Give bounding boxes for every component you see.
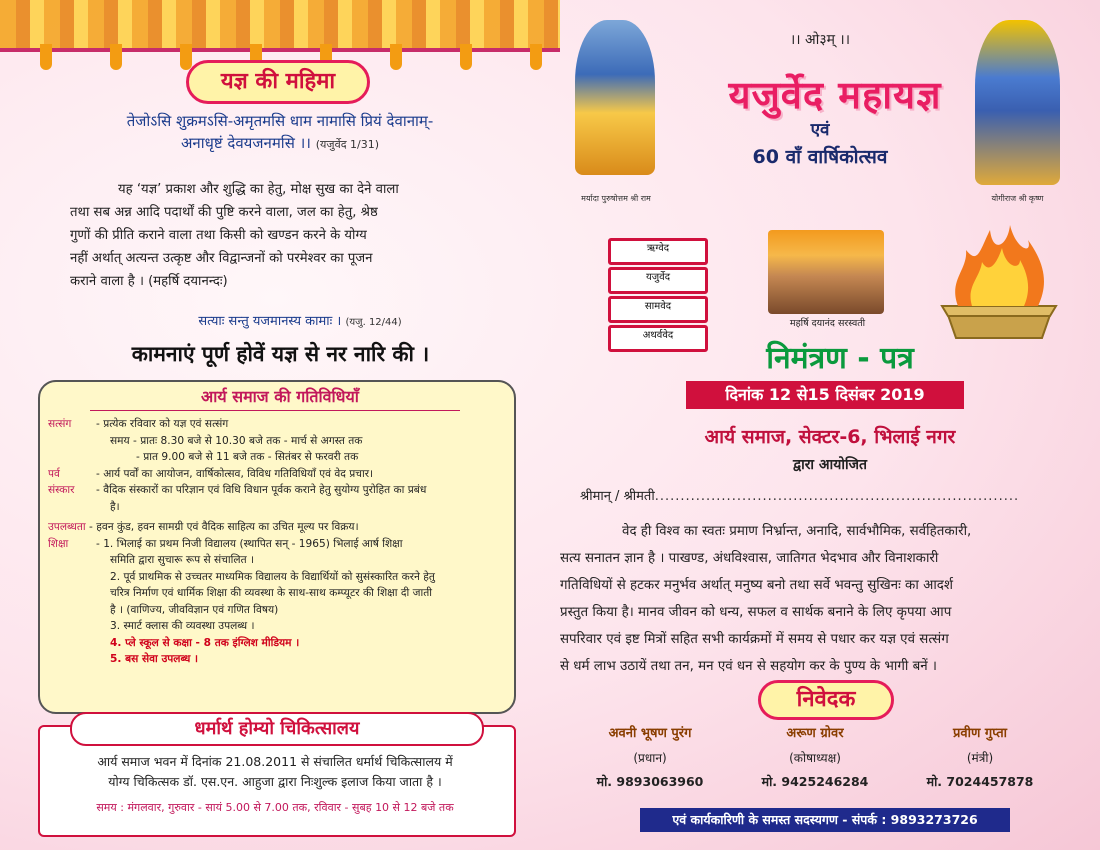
invite-line: से धर्म लाभ उठायें तथा तन, मन एवं धन से सहयोग कर के पुण्य के भागी बनें । [560,659,937,674]
parv-row [48,466,503,483]
office-bearer [900,722,1060,794]
recipient-dots: ....................................................................... [654,489,1020,504]
contact-footer: एवं कार्यकारिणी के समस्त सदस्यगण - संपर्क : 9893273726 [640,808,1010,832]
invite-line: प्रस्तुत किया है। मानव जीवन को धन्य, सफल व सार्थक बनाने के लिए कृपया आप [560,605,952,620]
person-role: (मंत्री) [966,751,994,765]
shiksha-row [48,536,503,553]
event-title: यजुर्वेद महायज्ञ [728,72,942,117]
yagya-mahima-heading: यज्ञ की महिमा [186,60,370,104]
upalabdhata-row [48,519,503,536]
para-line: तथा सब अन्न आदि पदार्थों की पुष्टि करने वाला, जल का हेतु, श्रेष्ठ [70,205,378,220]
shiksha-line: समिति द्वारा सुचारू रूप से संचालित । [110,554,255,566]
person-phone: मो. 7024457878 [926,774,1034,789]
yagya-description [70,178,490,293]
person-phone: मो. 9425246284 [761,774,869,789]
homyo-line: आर्य समाज भवन में दिनांक 21.08.2011 से संचालित धर्मार्थ चिकित्सालय में [97,754,453,769]
invite-line: सत्य सनातन ज्ञान है । पाखण्ड, अंधविश्वास, जातिगत भेदभाव और विनाशकारी [560,551,939,566]
maharshi-dayanand-portrait [768,230,884,314]
recipient-label: श्रीमान् / श्रीमती [580,489,655,504]
homyo-clinic-timing: समय : मंगलवार, गुरुवार - सायं 5.00 से 7.00 तक, रविवार - सुबह 10 से 12 बजे तक [96,801,454,814]
shloka-line-2 [60,132,500,156]
english-medium-line: 4. प्ले स्कूल से कक्षा - 8 तक इंग्लिश मीडियम । [110,636,300,649]
shiksha-line: 3. स्मार्ट क्लास की व्यवस्था उपलब्ध । [110,620,255,632]
marigold-garland [0,0,560,52]
person-role: (कोषाध्यक्ष) [789,751,841,765]
havan-kund-fire-icon [938,220,1060,340]
satsang-line: - प्रात 9.00 बजे से 11 बजे तक - सितंबर से फरवरी तक [136,451,359,463]
shri-krishna-caption: योगीराज श्री कृष्ण [991,194,1044,203]
sanskar-line: है। [110,500,120,513]
garland-drop [530,44,542,70]
invitation-text [560,518,1065,680]
satsang-line: समय - प्रातः 8.30 बजे से 10.30 बजे तक - मार्च से अगस्त तक [110,434,363,447]
para-line: यह ‘यज्ञ’ प्रकाश और शुद्धि का हेतु, मोक्ष सुख का देने वाला [118,182,399,197]
veda-book: ऋग्वेद [608,238,708,265]
shri-ram-image [575,20,655,175]
satya-reference: (यजु. 12/44) [345,317,402,328]
person-role: (प्रधान) [633,751,667,765]
sanskar-key: संस्कार [48,484,75,496]
upalabdhata-key: उपलब्धता [48,521,86,533]
upalabdhata-line: - हवन कुंड, हवन सामग्री एवं वैदिक साहित्य का उचित मूल्य पर विक्रय। [89,521,359,533]
para-line: गुणों की प्रीति कराने वाला तथा किसी को खण्डन करने के योग्य [70,228,367,243]
sanskar-line: - वैदिक संस्कारों का परिज्ञान एवं विधि विधान पूर्वक कराने हेतु सुयोग्य पुरोहित का प्रबंध [96,484,427,496]
shiksha-line: - 1. भिलाई का प्रथम निजी विद्यालय (स्थापित सन् - 1965) भिलाई आर्ष शिक्षा [96,537,403,550]
shiksha-line: 2. पूर्व प्राथमिक से उच्चतर माध्यमिक विद्यालय के विद्यार्थियों को सुसंस्कारित करने हेतु [110,570,435,583]
office-bearer [735,722,895,794]
anniversary-title: 60 वाँ वार्षिकोत्सव [752,146,888,168]
invite-line: वेद ही विश्व का स्वतः प्रमाण निर्भ्रान्त, अनादि, सार्वभौमिक, सर्वहितकारी, [622,524,972,539]
veda-book: यजुर्वेद [608,267,708,294]
office-bearer [570,722,730,794]
garland-drop [180,44,192,70]
recipient-line [580,486,1060,504]
para-line: कराने वाला है । (महर्षि दयानन्दः) [70,274,228,289]
organized-by: द्वारा आयोजित [793,457,867,473]
parv-key: पर्व [48,467,60,480]
invite-line: गतिविधियों से हटकर मनुर्भव अर्थात् मनुष्य बनो तथा सर्वे भवन्तु सुखिनः का आदर्श [560,578,953,593]
homyo-line: योग्य चिकित्सक डॉ. एस.एन. आहुजा द्वारा निःशुल्क इलाज किया जाता है । [108,774,442,789]
satya-verse [110,311,490,329]
shloka-reference: (यजुर्वेद 1/31) [315,138,380,151]
four-vedas-books [608,238,708,354]
veda-book: सामवेद [608,296,708,323]
om-heading: ।। ओ३म् ।। [789,32,851,48]
shiksha-line: है । (वाणिज्य, जीवविज्ञान एवं गणित विषय) [110,603,279,616]
activities-title-underline [90,410,460,411]
shiksha-line: चरित्र निर्माण एवं धार्मिक शिक्षा की व्यवस्था के साथ-साथ कम्प्यूटर की शिक्षा दी जाती [110,587,433,599]
veda-book: अथर्ववेद [608,325,708,352]
maharshi-dayanand-caption: महर्षि दयानंद सरस्वती [789,318,866,329]
para-line: नहीं अर्थात् अत्यन्त उत्कृष्ट और विद्वान्जनों को परमेश्वर का पूजन [70,251,373,266]
person-name: अवनी भूषण पुरंग [608,726,692,741]
shloka-line-2-text: अनाधृष्टं देवयजनमसि ।। [180,134,311,152]
invitation-heading: निमंत्रण - पत्र [766,341,914,376]
garland-drop [390,44,402,70]
homyo-clinic-title: धर्मार्थ होम्यो चिकित्सालय [70,712,484,746]
homyo-clinic-text [55,752,495,792]
person-name: प्रवीण गुप्ता [952,726,1008,741]
kamna-slogan: कामनाएं पूर्ण होवें यज्ञ से नर नारि की । [131,342,430,366]
bus-service-line: 5. बस सेवा उपलब्ध । [110,653,199,665]
person-name: अरूण ग्रोवर [786,726,844,741]
satsang-key: सत्संग [48,418,72,430]
shloka-line-1: तेजोऽसि शुक्रमऽसि-अमृतमसि धाम नामासि प्रियं देवानाम्- [126,112,434,130]
sanskar-row [48,482,503,499]
evam-text: एवं [810,120,830,140]
satsang-row [48,416,503,433]
invite-line: सपरिवार एवं इष्ट मित्रों सहित सभी कार्यक्रमों में समय से पधार कर यज्ञ एवं सत्संग [560,632,949,647]
satsang-line: - प्रत्येक रविवार को यज्ञ एवं सत्संग [96,418,229,430]
garland-drop [460,44,472,70]
organizer-name: आर्य समाज, सेक्टर-6, भिलाई नगर [704,426,956,448]
activities-title: आर्य समाज की गतिविधियाँ [201,387,359,406]
satya-text: सत्याः सन्तु यजमानस्य कामाः । [198,314,342,329]
garland-drop [110,44,122,70]
event-date: दिनांक 12 से15 दिसंबर 2019 [686,381,964,409]
shiksha-key: शिक्षा [48,537,69,550]
person-phone: मो. 9893063960 [596,774,704,789]
yajurveda-shloka [60,110,500,156]
activities-list [48,416,503,668]
shri-ram-caption: मर्यादा पुरुषोत्तम श्री राम [581,194,651,203]
parv-line: - आर्य पर्वों का आयोजन, वार्षिकोत्सव, विविध गतिविधियाँ एवं वेद प्रचार। [96,467,374,480]
garland-drop [40,44,52,70]
nivedak-heading: निवेदक [758,680,894,720]
